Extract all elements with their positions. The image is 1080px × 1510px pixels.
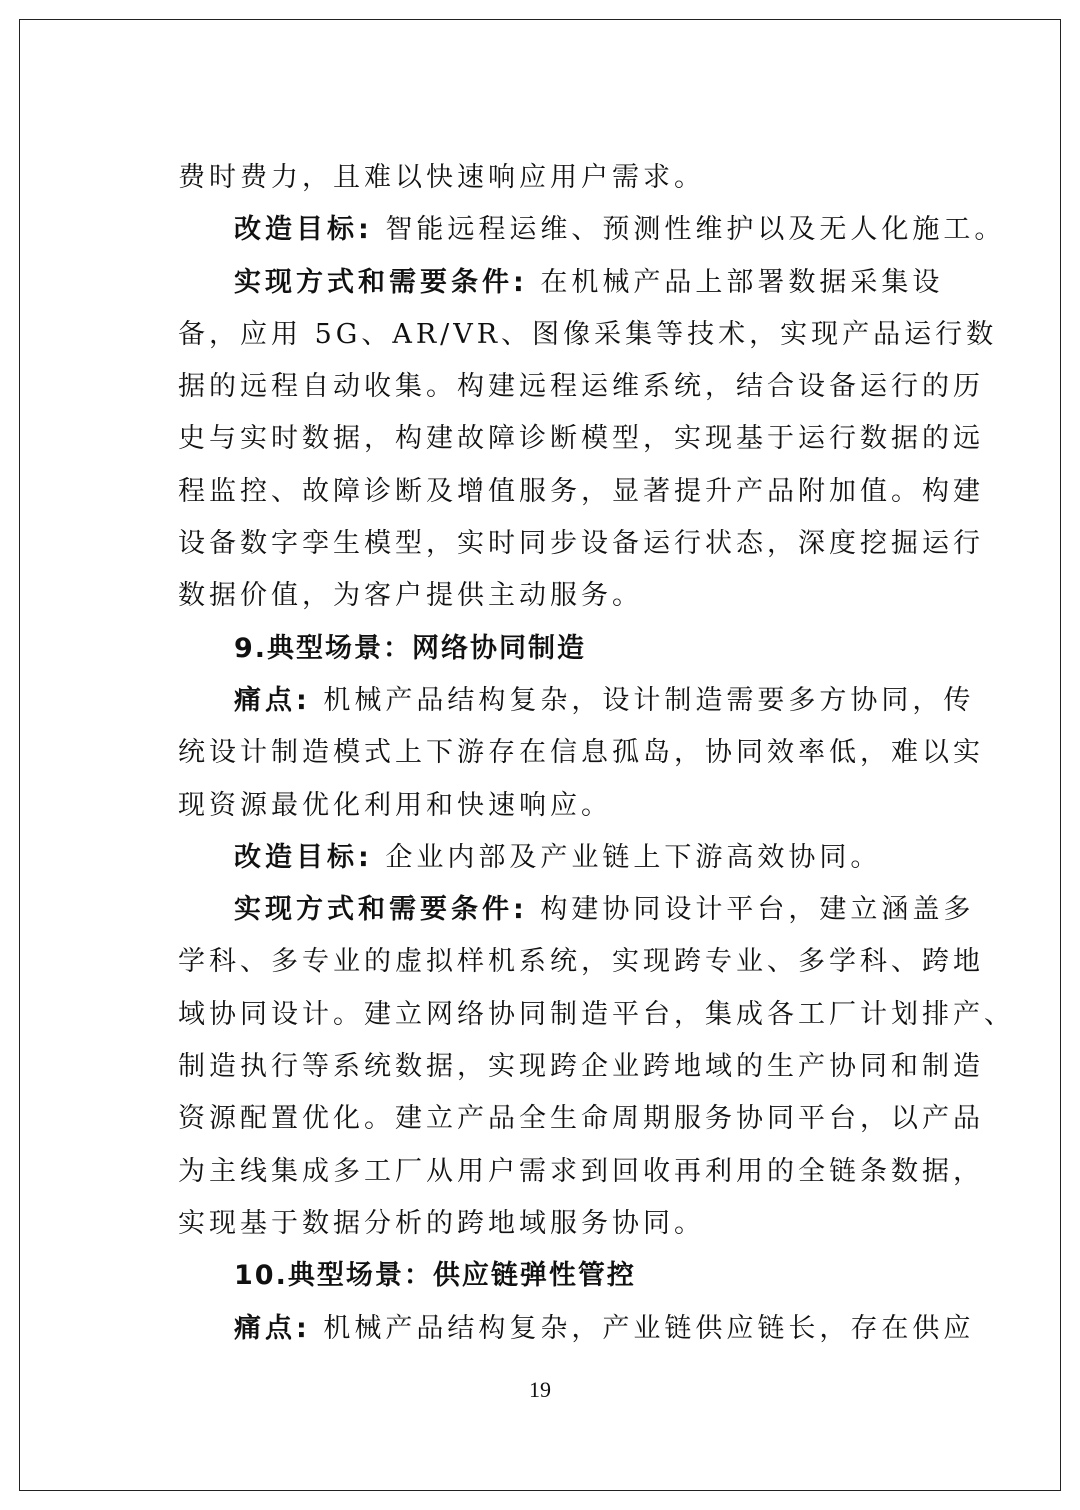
paragraph-line <box>178 884 975 936</box>
section-heading-10 <box>178 1250 902 1302</box>
text: 制造执行等系统数据，实现跨企业跨地域的生产协同和制造 <box>178 1051 984 1083</box>
label-pain-point: 痛点: <box>234 684 311 716</box>
paragraph-line <box>178 1303 975 1355</box>
label-method: 实现方式和需要条件: <box>234 266 528 298</box>
text: 实现基于数据分析的跨地域服务协同。 <box>178 1207 705 1239</box>
text: 程监控、故障诊断及增值服务，显著提升产品附加值。构建 <box>178 475 984 507</box>
paragraph-line <box>178 152 902 204</box>
paragraph-line <box>178 309 998 361</box>
paragraph-line <box>178 936 984 988</box>
text: 机械产品结构复杂，设计制造需要多方协同，传 <box>310 684 975 716</box>
text: 费时费力，且难以快速响应用户需求。 <box>178 162 705 193</box>
paragraph-line <box>178 780 902 832</box>
paragraph-line <box>178 989 1015 1041</box>
heading-text: 9.典型场景：网络协同制造 <box>234 632 587 664</box>
section-heading-9 <box>178 623 902 675</box>
paragraph-line <box>178 570 902 622</box>
document-body <box>178 152 1015 1355</box>
paragraph-line <box>178 1041 984 1093</box>
text: 统设计制造模式上下游存在信息孤岛，协同效率低，难以实 <box>178 737 984 769</box>
paragraph-line <box>178 204 1006 256</box>
text: 数据价值，为客户提供主动服务。 <box>178 580 643 612</box>
paragraph-line <box>178 466 984 518</box>
text: 智能远程运维、预测性维护以及无人化施工。 <box>372 214 1006 246</box>
paragraph-line <box>178 675 975 727</box>
label-goal: 改造目标: <box>234 214 373 246</box>
text: 在机械产品上部署数据采集设 <box>527 266 944 298</box>
paragraph-line <box>178 1198 902 1250</box>
text: 资源配置优化。建立产品全生命周期服务协同平台，以产品 <box>178 1103 984 1135</box>
text: 机械产品结构复杂，产业链供应链长，存在供应 <box>310 1312 975 1344</box>
heading-text: 10.典型场景：供应链弹性管控 <box>234 1260 636 1292</box>
text: 企业内部及产业链上下游高效协同。 <box>372 841 882 873</box>
text: 为主线集成多工厂从用户需求到回收再利用的全链条数据， <box>178 1155 984 1187</box>
text: 构建协同设计平台，建立涵盖多 <box>527 894 975 926</box>
text: 学科、多专业的虚拟样机系统，实现跨专业、多学科、跨地 <box>178 946 984 978</box>
page-number: 19 <box>529 1377 551 1402</box>
text: 设备数字孪生模型，实时同步设备运行状态，深度挖掘运行 <box>178 528 984 560</box>
label-method: 实现方式和需要条件: <box>234 894 528 926</box>
paragraph-line <box>178 1146 984 1198</box>
label-goal: 改造目标: <box>234 841 373 873</box>
paragraph-line <box>178 727 984 779</box>
paragraph-line <box>178 832 902 884</box>
label-pain-point: 痛点: <box>234 1312 311 1344</box>
text: 史与实时数据，构建故障诊断模型，实现基于运行数据的远 <box>178 423 984 455</box>
paragraph-line <box>178 413 984 465</box>
paragraph-line <box>178 257 944 309</box>
paragraph-line <box>178 1093 984 1145</box>
paragraph-line <box>178 361 984 413</box>
text: 域协同设计。建立网络协同制造平台，集成各工厂计划排产、 <box>178 998 1015 1030</box>
text: 据的远程自动收集。构建远程运维系统，结合设备运行的历 <box>178 371 984 403</box>
paragraph-line <box>178 518 984 570</box>
text: 备，应用 5G、AR/VR、图像采集等技术，实现产品运行数 <box>178 318 998 350</box>
text: 现资源最优化利用和快速响应。 <box>178 789 612 821</box>
